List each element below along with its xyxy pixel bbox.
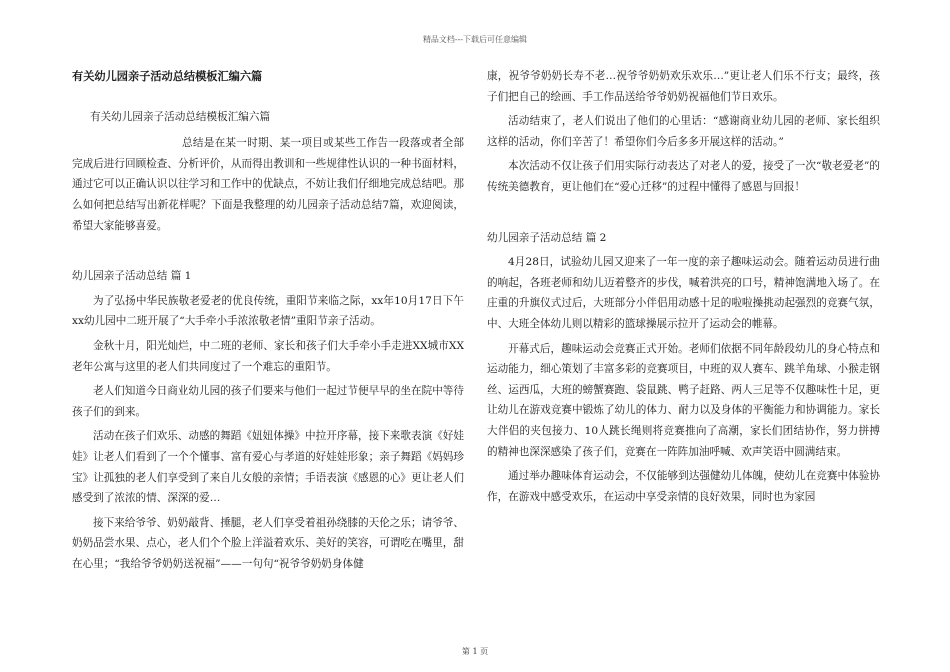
page-number: 第 1 页 — [461, 647, 489, 656]
paragraph: 接下来给爷爷、奶奶敲背、捶腿，老人们享受着祖孙绕膝的天伦之乐；请爷爷、奶奶品尝水果、点心，老人们个个脸上洋溢着欢乐、美好的笑容，可谓吃在嘴里，甜在心里；“我给爷爷奶奶送祝福”——一句句“祝爷爷奶奶身体健 — [72, 516, 464, 570]
paragraph: 康，祝爷爷奶奶长寿不老…祝爷爷奶奶欢乐欢乐…”更让老人们乐不行支；最终，孩子们把自己的绘画、手工作品送给爷爷奶奶祝福他们节日欢乐。 — [487, 70, 880, 103]
document-title: 有关幼儿园亲子活动总结模板汇编六篇 — [72, 69, 263, 83]
paragraph: 活动在孩子们欢乐、动感的舞蹈《妞妞体操》中拉开序幕，接下来歌表演《好娃娃》让老人们看到了一个个懂事、富有爱心与孝道的好娃娃形象；亲子舞蹈《妈妈珍宝》让孤独的老人们享受到了来自儿女般的亲情；手语表演《感恩的心》更让老人们感受到了浓浓的情、深深的爱… — [72, 430, 464, 505]
left-column — [72, 66, 464, 574]
paragraph: 金秋十月，阳光灿烂，中二班的老师、家长和孩子们大手牵小手走进XX城市XX老年公寓与这里的老人们共同度过了一个难忘的重阳节。 — [72, 339, 464, 373]
paragraph: 老人们知道今日商业幼儿园的孩子们要来与他们一起过节便早早的坐在院中等待孩子们的到来。 — [72, 385, 464, 418]
paragraph: 通过举办趣味体育运动会，不仅能够到达强健幼儿体魄，使幼儿在竞赛中体验协作，在游戏中感受欢乐，在运动中享受亲情的良好效果，同时也为家园 — [487, 470, 880, 503]
intro-paragraph: 总结是在某一时期、某一项目或某些工作告一段落或者全部完成后进行回顾检查、分析评价，从而得出教训和一些规律性认识的一种书面材料，通过它可以正确认识以往学习和工作中的优缺点，不妨让我们仔细地完成总结吧。那么如何把总结写出新花样呢？下面是我整理的幼儿园亲子活动总结7篇，欢迎阅读，希望大家能够喜爱。 — [72, 137, 464, 232]
paragraph: 4月28日，试验幼儿园又迎来了一年一度的亲子趣味运动会。随着运动员进行曲的响起，各班老师和幼儿迈着整齐的步伐，喊着洪亮的口号，精神饱满地入场了。在庄重的升旗仪式过后，大班部分小伴侣用动感十足的啦啦操挑动起强烈的竞赛气氛，中、大班全体幼儿则以精彩的篮球操展示拉开了运动会的帷幕。 — [487, 256, 880, 330]
paragraph: 本次活动不仅让孩子们用实际行动表达了对老人的爱，接受了一次“敬老爱老”的传统美德教育，更让他们在“爱心迁移”的过程中懂得了感恩与回报！ — [487, 160, 880, 193]
page-header-note: 精品文档---下载后可任意编辑 — [422, 35, 528, 44]
section-heading-1: 幼儿园亲子活动总结 篇 1 — [72, 270, 192, 283]
document-subtitle: 有关幼儿园亲子活动总结模板汇编六篇 — [90, 110, 271, 123]
section-heading-2: 幼儿园亲子活动总结 篇 2 — [487, 231, 607, 244]
paragraph: 开幕式后，趣味运动会竞赛正式开始。老师们依据不同年龄段幼儿的身心特点和运动能力，细心策划了丰富多彩的竞赛项目，中班的双人赛车、跳羊角球、小猴走钢丝、运西瓜，大班的螃蟹赛跑、袋鼠跳、鸭子赶路、两人三足等不仅趣味性十足，更让幼儿在游戏竞赛中锻炼了幼儿的体力、耐力以及身体的平衡能力和协调能力。家长大伴侣的夹包接力、10人跳长绳则将竞赛推向了高潮，家长们团结协作，努力拼搏的精神也深深感染了孩子们，竞赛在一阵阵加油呼喊、欢声笑语中圆满结束。 — [487, 342, 880, 458]
paragraph: 为了弘扬中华民族敬老爱老的优良传统，重阳节来临之际，xx年10月17日下午xx幼儿园中二班开展了“大手牵小手浓浓敬老情”重阳节亲子活动。 — [72, 294, 464, 328]
paragraph: 活动结束了，老人们说出了他们的心里话：“感谢商业幼儿园的老师、家长组织这样的活动，你们辛苦了！希望你们今后多多开展这样的活动。” — [487, 115, 880, 148]
right-column — [487, 66, 880, 507]
